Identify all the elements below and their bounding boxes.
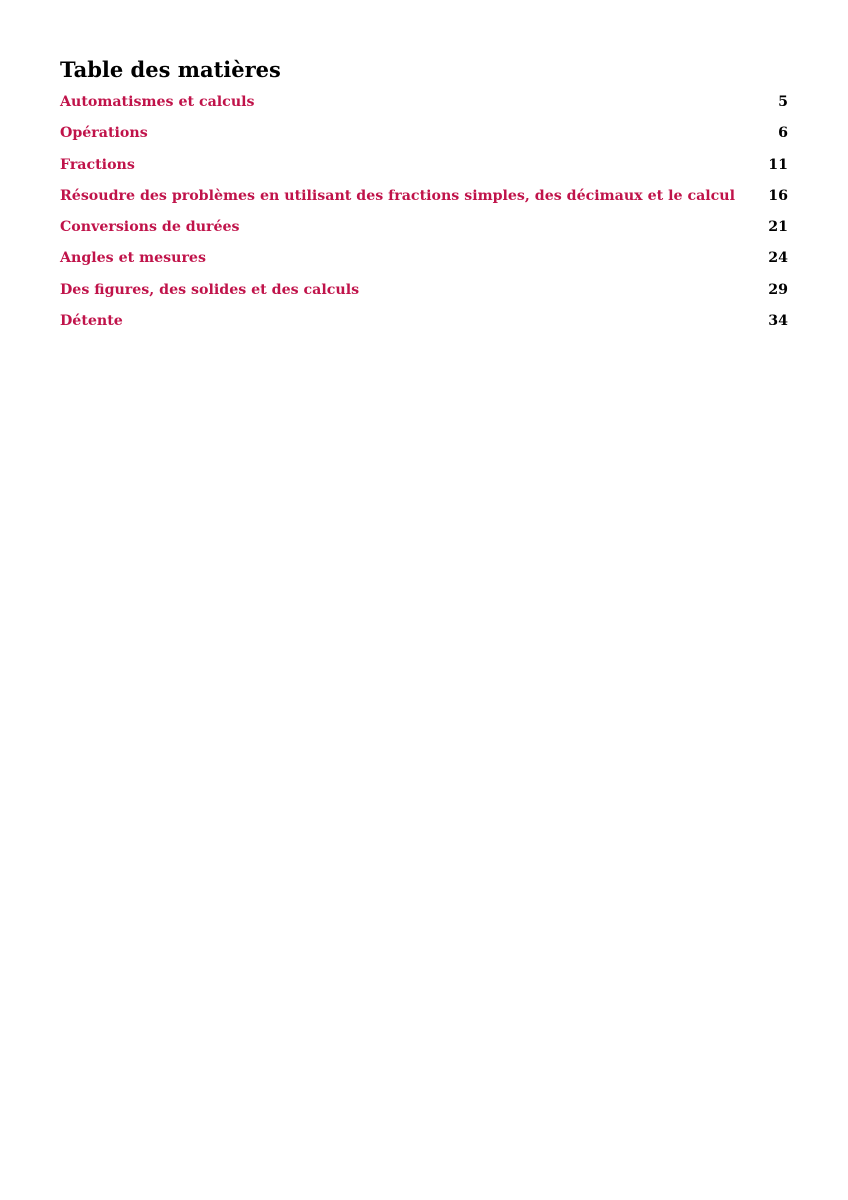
toc-entry-link[interactable]: Des figures, des solides et des calculs	[60, 281, 360, 298]
toc-entry-page-number: 16	[768, 187, 788, 204]
toc-entry-link[interactable]: Conversions de durées	[60, 219, 240, 236]
toc-entry-figures-solides[interactable]	[60, 275, 788, 306]
toc-entry-link[interactable]: Automatismes et calculs	[60, 94, 255, 110]
toc-entry-link[interactable]: Angles et mesures	[60, 250, 206, 267]
toc-entry-conversions-durees[interactable]	[60, 212, 788, 243]
toc-entry-fractions[interactable]	[60, 150, 788, 181]
toc-entry-page-number: 5	[778, 94, 788, 110]
toc-list	[60, 87, 788, 337]
toc-entry-link[interactable]: Opérations	[60, 125, 148, 142]
toc-title: Table des matières	[60, 57, 281, 82]
toc-entry-page-number: 11	[768, 156, 788, 173]
toc-entry-page-number: 34	[768, 313, 788, 330]
toc-entry-page-number: 6	[778, 125, 788, 142]
toc-entry-detente[interactable]	[60, 306, 788, 337]
toc-entry-link[interactable]: Fractions	[60, 156, 135, 173]
toc-entry-operations[interactable]	[60, 118, 788, 149]
toc-entry-automatismes[interactable]	[60, 87, 788, 118]
toc-entry-resoudre-problemes[interactable]	[60, 181, 788, 212]
toc-entry-angles-mesures[interactable]	[60, 243, 788, 274]
toc-entry-link[interactable]: Détente	[60, 313, 123, 330]
toc-entry-link[interactable]: Résoudre des problèmes en utilisant des fractions simples, des décimaux et le calcul	[60, 187, 736, 204]
toc-entry-page-number: 24	[768, 250, 788, 267]
toc-entry-page-number: 21	[768, 219, 788, 236]
document-page	[60, 56, 788, 337]
toc-entry-page-number: 29	[768, 281, 788, 298]
